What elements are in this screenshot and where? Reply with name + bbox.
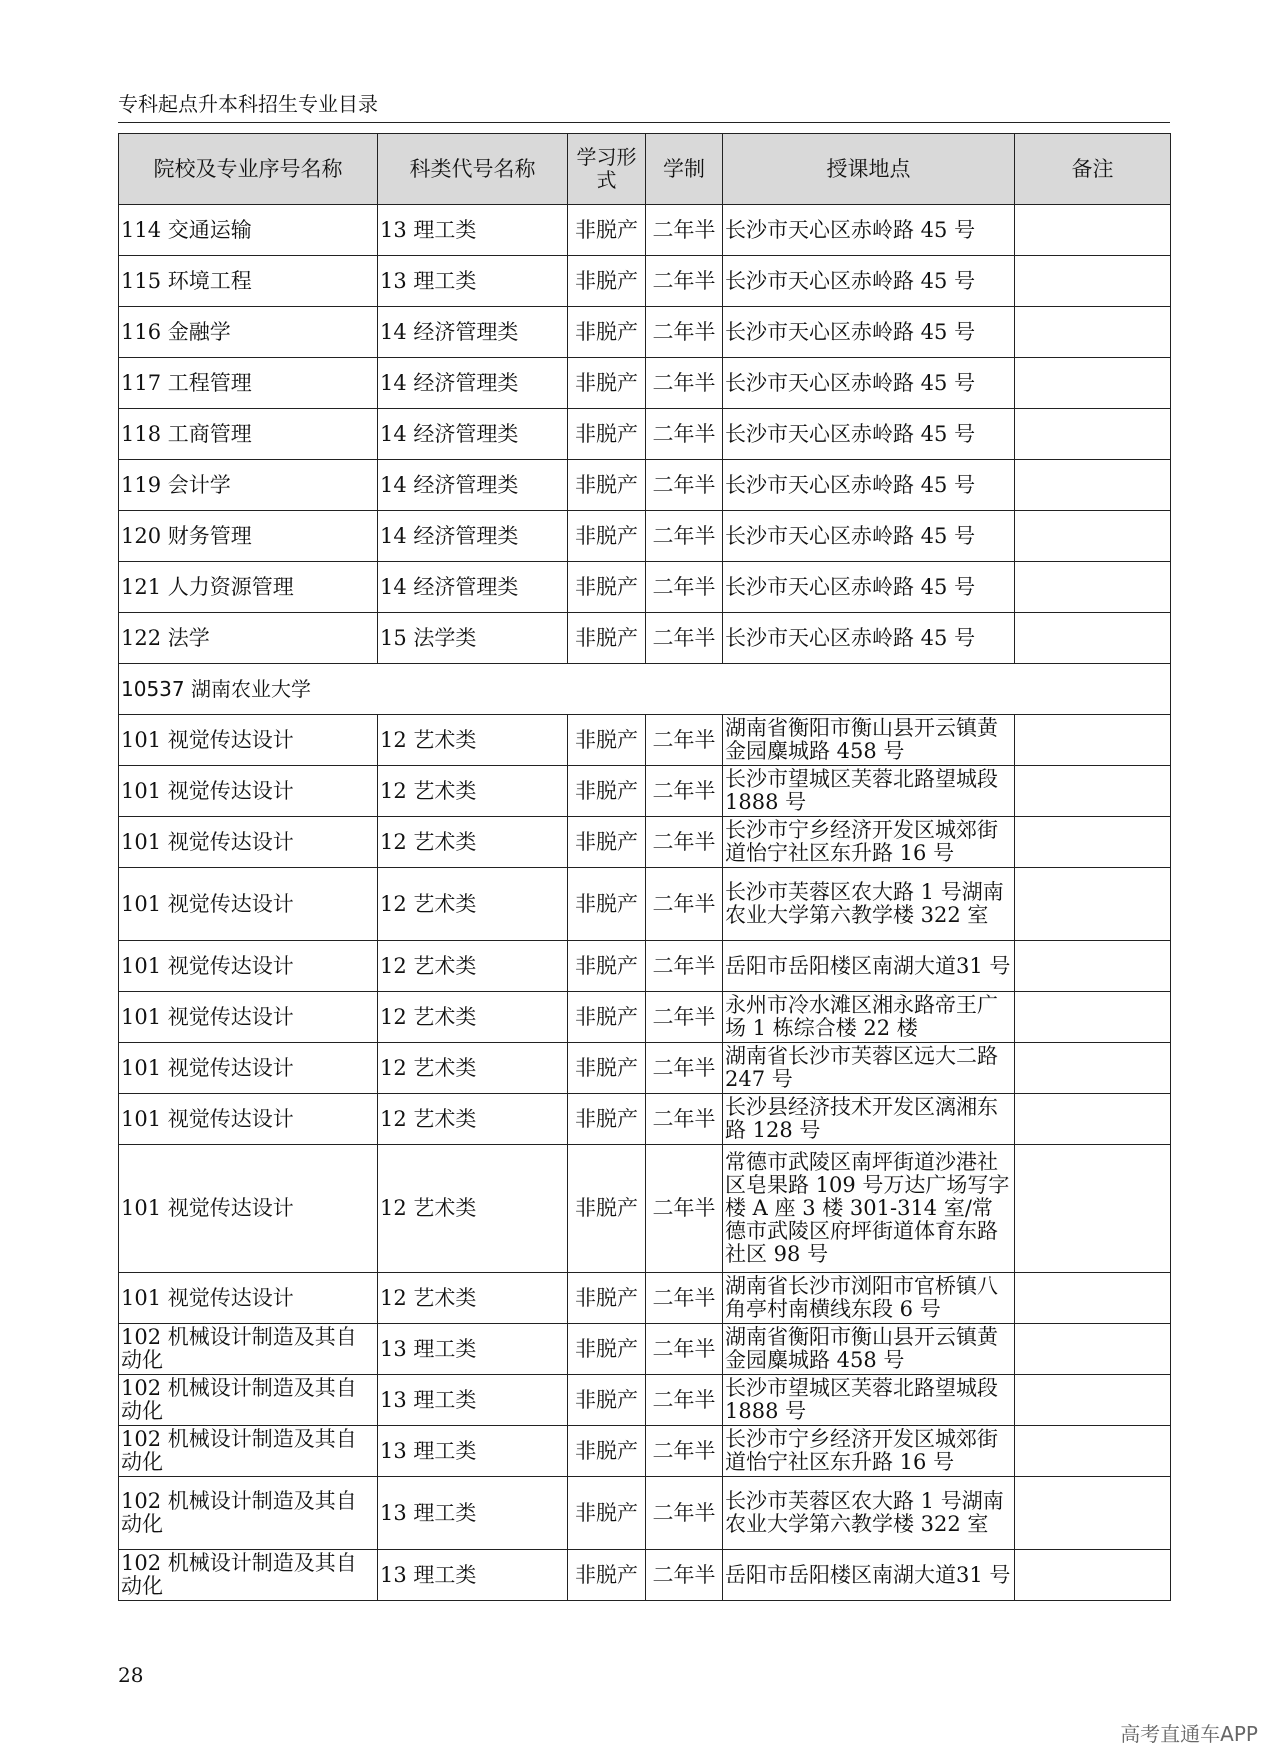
cell-location: 长沙市望城区芙蓉北路望城段 1888 号 (723, 1375, 1015, 1426)
cell-location: 湖南省长沙市芙蓉区远大二路 247 号 (723, 1043, 1015, 1094)
cell-study-form: 非脱产 (568, 562, 646, 613)
table-row (119, 941, 1171, 992)
cell-remark (1015, 307, 1171, 358)
cell-category: 14 经济管理类 (378, 460, 568, 511)
cell-major: 101 视觉传达设计 (119, 817, 378, 868)
cell-remark (1015, 613, 1171, 664)
cell-remark (1015, 1477, 1171, 1550)
cell-study-form: 非脱产 (568, 766, 646, 817)
cell-study-form: 非脱产 (568, 307, 646, 358)
cell-major: 119 会计学 (119, 460, 378, 511)
cell-study-form: 非脱产 (568, 1043, 646, 1094)
table-row (119, 460, 1171, 511)
table-row (119, 256, 1171, 307)
cell-duration: 二年半 (646, 1273, 723, 1324)
cell-location: 湖南省衡阳市衡山县开云镇黄金园麋城路 458 号 (723, 715, 1015, 766)
cell-category: 14 经济管理类 (378, 562, 568, 613)
cell-category: 13 理工类 (378, 1426, 568, 1477)
cell-location: 长沙市天心区赤岭路 45 号 (723, 460, 1015, 511)
cell-remark (1015, 1375, 1171, 1426)
cell-location: 长沙市望城区芙蓉北路望城段 1888 号 (723, 766, 1015, 817)
cell-duration: 二年半 (646, 613, 723, 664)
table-row (119, 868, 1171, 941)
cell-duration: 二年半 (646, 511, 723, 562)
cell-category: 13 理工类 (378, 256, 568, 307)
cell-duration: 二年半 (646, 1043, 723, 1094)
cell-location: 长沙市宁乡经济开发区城郊街道怡宁社区东升路 16 号 (723, 817, 1015, 868)
table-row (119, 1094, 1171, 1145)
cell-category: 13 理工类 (378, 205, 568, 256)
cell-duration: 二年半 (646, 1550, 723, 1601)
cell-major: 115 环境工程 (119, 256, 378, 307)
cell-study-form: 非脱产 (568, 358, 646, 409)
cell-category: 13 理工类 (378, 1324, 568, 1375)
cell-location: 长沙市芙蓉区农大路 1 号湖南农业大学第六教学楼 322 室 (723, 868, 1015, 941)
cell-category: 13 理工类 (378, 1375, 568, 1426)
cell-study-form: 非脱产 (568, 1273, 646, 1324)
cell-study-form: 非脱产 (568, 817, 646, 868)
cell-location: 长沙市天心区赤岭路 45 号 (723, 358, 1015, 409)
cell-duration: 二年半 (646, 460, 723, 511)
cell-duration: 二年半 (646, 1375, 723, 1426)
cell-study-form: 非脱产 (568, 409, 646, 460)
column-header-study-form: 学习形式 (568, 134, 646, 205)
cell-remark (1015, 205, 1171, 256)
cell-study-form: 非脱产 (568, 613, 646, 664)
cell-study-form: 非脱产 (568, 868, 646, 941)
cell-major: 114 交通运输 (119, 205, 378, 256)
cell-remark (1015, 511, 1171, 562)
cell-location: 长沙市天心区赤岭路 45 号 (723, 562, 1015, 613)
table-row (119, 1375, 1171, 1426)
cell-major: 101 视觉传达设计 (119, 766, 378, 817)
cell-remark (1015, 562, 1171, 613)
cell-location: 长沙市芙蓉区农大路 1 号湖南农业大学第六教学楼 322 室 (723, 1477, 1015, 1550)
table-row (119, 1550, 1171, 1601)
cell-study-form: 非脱产 (568, 1426, 646, 1477)
cell-duration: 二年半 (646, 205, 723, 256)
cell-location: 长沙市天心区赤岭路 45 号 (723, 256, 1015, 307)
table-row (119, 511, 1171, 562)
table-body (119, 205, 1171, 1601)
cell-study-form: 非脱产 (568, 1375, 646, 1426)
cell-study-form: 非脱产 (568, 205, 646, 256)
cell-remark (1015, 817, 1171, 868)
table-row (119, 1426, 1171, 1477)
column-header-remark: 备注 (1015, 134, 1171, 205)
cell-location: 长沙市天心区赤岭路 45 号 (723, 613, 1015, 664)
table-row (119, 562, 1171, 613)
column-header-location: 授课地点 (723, 134, 1015, 205)
column-header-duration: 学制 (646, 134, 723, 205)
cell-category: 15 法学类 (378, 613, 568, 664)
cell-study-form: 非脱产 (568, 1145, 646, 1273)
cell-major: 117 工程管理 (119, 358, 378, 409)
cell-location: 湖南省长沙市浏阳市官桥镇八角亭村南横线东段 6 号 (723, 1273, 1015, 1324)
cell-study-form: 非脱产 (568, 256, 646, 307)
cell-remark (1015, 358, 1171, 409)
cell-category: 14 经济管理类 (378, 358, 568, 409)
cell-duration: 二年半 (646, 1477, 723, 1550)
cell-major: 101 视觉传达设计 (119, 941, 378, 992)
cell-category: 14 经济管理类 (378, 307, 568, 358)
table-row (119, 613, 1171, 664)
cell-major: 101 视觉传达设计 (119, 1145, 378, 1273)
cell-category: 13 理工类 (378, 1550, 568, 1601)
cell-remark (1015, 941, 1171, 992)
cell-major: 118 工商管理 (119, 409, 378, 460)
table-row (119, 1043, 1171, 1094)
cell-category: 12 艺术类 (378, 941, 568, 992)
cell-location: 湖南省衡阳市衡山县开云镇黄金园麋城路 458 号 (723, 1324, 1015, 1375)
cell-category: 12 艺术类 (378, 1043, 568, 1094)
cell-location: 常德市武陵区南坪街道沙港社区皂果路 109 号万达广场写字楼 A 座 3 楼 301-314 室/常德市武陵区府坪街道体育东路社区 98 号 (723, 1145, 1015, 1273)
table-row (119, 715, 1171, 766)
cell-duration: 二年半 (646, 992, 723, 1043)
cell-remark (1015, 256, 1171, 307)
cell-duration: 二年半 (646, 868, 723, 941)
cell-study-form: 非脱产 (568, 1477, 646, 1550)
cell-study-form: 非脱产 (568, 1550, 646, 1601)
cell-location: 岳阳市岳阳楼区南湖大道31 号 (723, 941, 1015, 992)
cell-duration: 二年半 (646, 307, 723, 358)
cell-study-form: 非脱产 (568, 1324, 646, 1375)
major-catalog-table (118, 133, 1171, 1601)
cell-major: 120 财务管理 (119, 511, 378, 562)
cell-study-form: 非脱产 (568, 941, 646, 992)
cell-study-form: 非脱产 (568, 511, 646, 562)
cell-remark (1015, 409, 1171, 460)
cell-major: 121 人力资源管理 (119, 562, 378, 613)
cell-major: 102 机械设计制造及其自动化 (119, 1324, 378, 1375)
cell-duration: 二年半 (646, 766, 723, 817)
table-row (119, 817, 1171, 868)
cell-study-form: 非脱产 (568, 1094, 646, 1145)
cell-category: 13 理工类 (378, 1477, 568, 1550)
cell-duration: 二年半 (646, 256, 723, 307)
cell-location: 长沙市宁乡经济开发区城郊街道怡宁社区东升路 16 号 (723, 1426, 1015, 1477)
cell-category: 12 艺术类 (378, 992, 568, 1043)
cell-duration: 二年半 (646, 941, 723, 992)
cell-remark (1015, 1273, 1171, 1324)
cell-study-form: 非脱产 (568, 992, 646, 1043)
cell-location: 长沙市天心区赤岭路 45 号 (723, 307, 1015, 358)
cell-study-form: 非脱产 (568, 715, 646, 766)
table-header-row (119, 134, 1171, 205)
table-row (119, 1273, 1171, 1324)
table-row (119, 1324, 1171, 1375)
cell-duration: 二年半 (646, 1094, 723, 1145)
table-row (119, 205, 1171, 256)
column-header-category: 科类代号名称 (378, 134, 568, 205)
column-header-major: 院校及专业序号名称 (119, 134, 378, 205)
cell-category: 12 艺术类 (378, 868, 568, 941)
cell-category: 12 艺术类 (378, 1094, 568, 1145)
cell-category: 14 经济管理类 (378, 409, 568, 460)
cell-category: 12 艺术类 (378, 1273, 568, 1324)
cell-major: 116 金融学 (119, 307, 378, 358)
cell-duration: 二年半 (646, 562, 723, 613)
cell-category: 12 艺术类 (378, 1145, 568, 1273)
cell-major: 101 视觉传达设计 (119, 715, 378, 766)
table-row (119, 992, 1171, 1043)
cell-study-form: 非脱产 (568, 460, 646, 511)
cell-category: 12 艺术类 (378, 715, 568, 766)
cell-remark (1015, 868, 1171, 941)
cell-location: 长沙县经济技术开发区漓湘东路 128 号 (723, 1094, 1015, 1145)
cell-remark (1015, 1426, 1171, 1477)
cell-remark (1015, 1094, 1171, 1145)
cell-major: 102 机械设计制造及其自动化 (119, 1375, 378, 1426)
cell-remark (1015, 1145, 1171, 1273)
cell-category: 12 艺术类 (378, 817, 568, 868)
cell-duration: 二年半 (646, 409, 723, 460)
cell-remark (1015, 992, 1171, 1043)
table-row (119, 766, 1171, 817)
cell-location: 永州市冷水滩区湘永路帝王广场 1 栋综合楼 22 楼 (723, 992, 1015, 1043)
watermark: 高考直通车APP (1120, 1722, 1258, 1746)
table-row (119, 358, 1171, 409)
cell-major: 101 视觉传达设计 (119, 992, 378, 1043)
cell-category: 14 经济管理类 (378, 511, 568, 562)
page-header: 专科起点升本科招生专业目录 (118, 92, 1170, 123)
table-row (119, 1477, 1171, 1550)
cell-duration: 二年半 (646, 358, 723, 409)
cell-major: 102 机械设计制造及其自动化 (119, 1477, 378, 1550)
cell-remark (1015, 460, 1171, 511)
cell-duration: 二年半 (646, 817, 723, 868)
cell-major: 101 视觉传达设计 (119, 1043, 378, 1094)
cell-location: 长沙市天心区赤岭路 45 号 (723, 205, 1015, 256)
cell-duration: 二年半 (646, 1145, 723, 1273)
table-row (119, 409, 1171, 460)
cell-remark (1015, 1043, 1171, 1094)
cell-remark (1015, 715, 1171, 766)
cell-major: 102 机械设计制造及其自动化 (119, 1550, 378, 1601)
cell-duration: 二年半 (646, 715, 723, 766)
cell-major: 101 视觉传达设计 (119, 868, 378, 941)
cell-duration: 二年半 (646, 1324, 723, 1375)
cell-major: 101 视觉传达设计 (119, 1094, 378, 1145)
page-number: 28 (118, 1663, 144, 1687)
cell-major: 101 视觉传达设计 (119, 1273, 378, 1324)
cell-location: 岳阳市岳阳楼区南湖大道31 号 (723, 1550, 1015, 1601)
cell-location: 长沙市天心区赤岭路 45 号 (723, 511, 1015, 562)
cell-major: 102 机械设计制造及其自动化 (119, 1426, 378, 1477)
cell-remark (1015, 1550, 1171, 1601)
cell-location: 长沙市天心区赤岭路 45 号 (723, 409, 1015, 460)
cell-remark (1015, 1324, 1171, 1375)
table-row (119, 1145, 1171, 1273)
cell-remark (1015, 766, 1171, 817)
institution-group-row (119, 664, 1171, 715)
institution-name: 10537 湖南农业大学 (119, 664, 1171, 715)
cell-duration: 二年半 (646, 1426, 723, 1477)
cell-category: 12 艺术类 (378, 766, 568, 817)
table-row (119, 307, 1171, 358)
cell-major: 122 法学 (119, 613, 378, 664)
